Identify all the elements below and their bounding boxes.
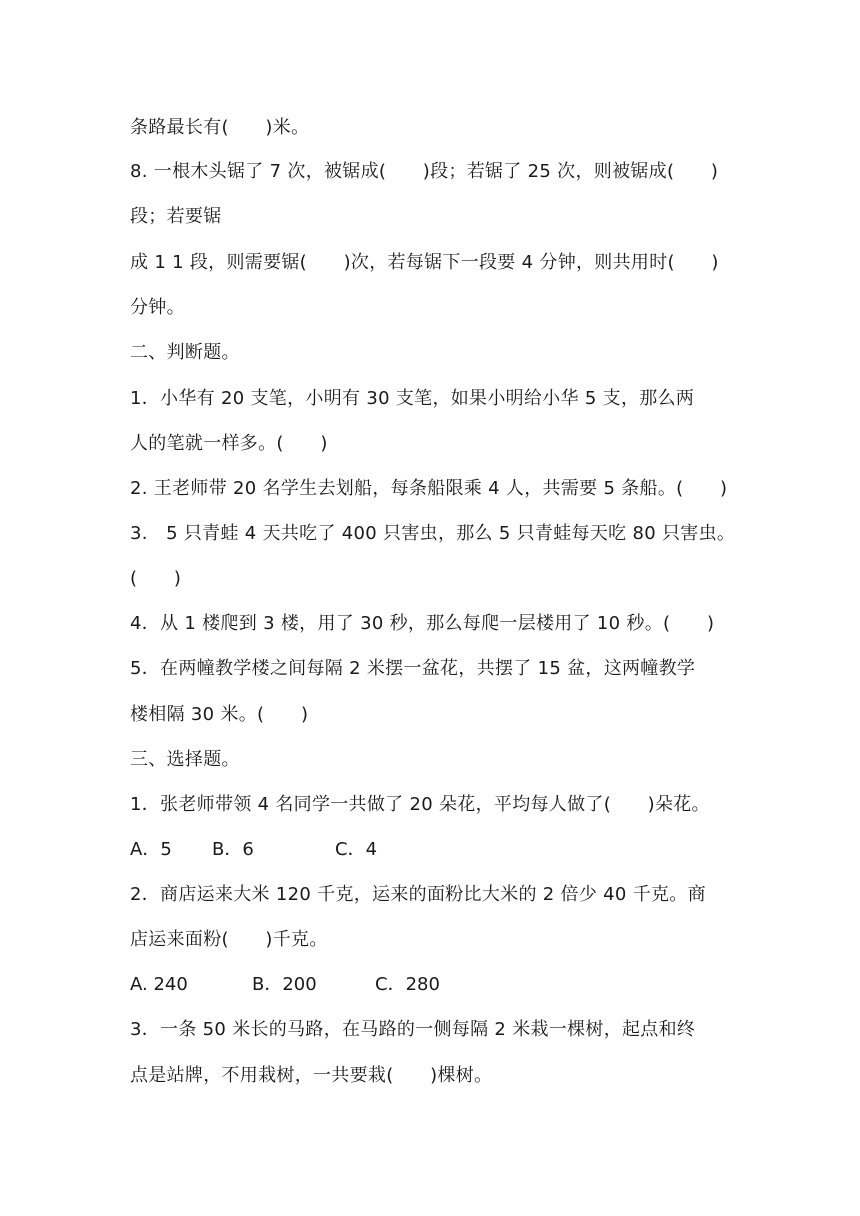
choice-1: 1．张老师带领 4 名同学一共做了 20 朵花，平均每人做了( )朵花。 — [130, 794, 710, 815]
choice-1-option-c: C．4 — [335, 839, 378, 860]
question-8-line-3: 成 1 1 段，则需要锯( )次，若每锯下一段要 4 分钟，则共用时( ) — [130, 252, 719, 273]
judgment-3-line-1: 3. 5 只青蛙 4 天共吃了 400 只害虫，那么 5 只青蛙每天吃 80 只害虫。 — [130, 523, 736, 544]
choice-1-option-b: B．6 — [212, 839, 254, 860]
choice-2-line-2: 店运来面粉( )千克。 — [130, 929, 328, 950]
judgment-1-line-1: 1．小华有 20 支笔，小明有 30 支笔，如果小明给小华 5 支，那么两 — [130, 388, 695, 409]
judgment-1-line-2: 人的笔就一样多。( ) — [130, 433, 328, 454]
choice-2-option-b: B．200 — [252, 974, 317, 995]
choice-2-option-a: A. 240 — [130, 974, 188, 995]
judgment-5-line-1: 5．在两幢教学楼之间每隔 2 米摆一盆花，共摆了 15 盆，这两幢教学 — [130, 658, 696, 679]
choice-3-line-1: 3．一条 50 米长的马路，在马路的一侧每隔 2 米栽一棵树，起点和终 — [130, 1019, 696, 1040]
question-8-line-4: 分钟。 — [130, 297, 185, 318]
section-heading-judgment: 二、判断题。 — [130, 342, 240, 363]
choice-2-option-c: C．280 — [375, 974, 440, 995]
question-8-line-2: 段；若要锯 — [130, 206, 222, 227]
judgment-4: 4．从 1 楼爬到 3 楼，用了 30 秒，那么每爬一层楼用了 10 秒。( ) — [130, 613, 715, 634]
question-8-line-1: 8. 一根木头锯了 7 次，被锯成( )段；若锯了 25 次，则被锯成( ) — [130, 161, 719, 182]
choice-2-line-1: 2．商店运来大米 120 千克，运来的面粉比大米的 2 倍少 40 千克。商 — [130, 884, 706, 905]
judgment-5-line-2: 楼相隔 30 米。( ) — [130, 704, 309, 725]
choice-1-option-a: A．5 — [130, 839, 172, 860]
judgment-2: 2. 王老师带 20 名学生去划船，每条船限乘 4 人，共需要 5 条船。( ) — [130, 478, 728, 499]
section-heading-choice: 三、选择题。 — [130, 749, 240, 770]
text-line: 条路最长有( )米。 — [130, 117, 310, 138]
choice-3-line-2: 点是站牌，不用栽树，一共要栽( )棵树。 — [130, 1065, 493, 1086]
judgment-3-line-2: ( ) — [130, 568, 182, 589]
